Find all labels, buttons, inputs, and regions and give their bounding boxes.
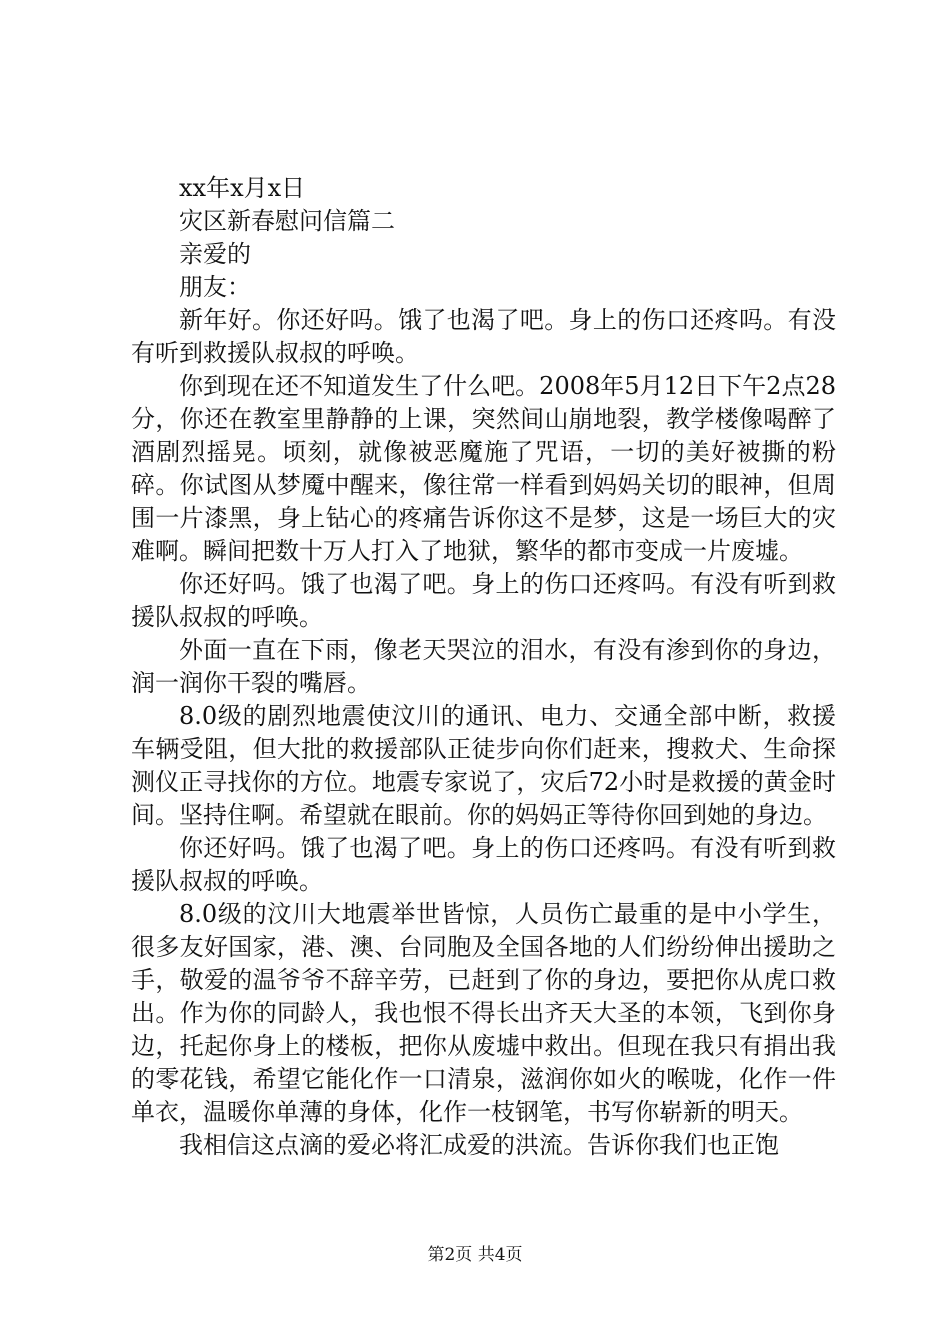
paragraph-7: 8.0级的汶川大地震举世皆惊，人员伤亡最重的是中小学生，很多友好国家，港、澳、台同胞及全国各地的人们纷纷伸出援助之手，敬爱的温爷爷不辞辛劳，已赶到了你的身边，要把你从虎口救出。作为你的同龄人，我也恨不得长出齐天大圣的本领，飞到你身边，托起你身上的楼板，把你从废墟中救出。但现在我只有捐出我的零花钱，希望它能化作一口清泉，滋润你如火的喉咙，化作一件单衣，温暖你单薄的身体，化作一枝钢笔，书写你崭新的明天。	[131, 900, 836, 1126]
paragraph-5: 8.0级的剧烈地震使汶川的通讯、电力、交通全部中断，救援车辆受阻，但大批的救援部队正徒步向你们赶来，搜救犬、生命探测仪正寻找你的方位。地震专家说了，灾后72小时是救援的黄金时间。坚持住啊。希望就在眼前。你的妈妈正等待你回到她的身边。	[131, 702, 836, 829]
salutation-line-2: 朋友：	[179, 273, 251, 301]
page-number-footer: 第2页 共4页	[427, 1245, 523, 1265]
paragraph-1: 新年好。你还好吗。饿了也渴了吧。身上的伤口还疼吗。有没有听到救援队叔叔的呼唤。	[131, 306, 836, 367]
letter-body	[131, 172, 836, 1162]
date-line: xx年x月x日	[179, 174, 306, 202]
paragraph-2: 你到现在还不知道发生了什么吧。2008年5月12日下午2点28分，你还在教室里静静的上课，突然间山崩地裂，教学楼像喝醉了酒剧烈摇晃。顷刻，就像被恶魔施了咒语，一切的美好被撕的粉碎。你试图从梦魇中醒来，像往常一样看到妈妈关切的眼神，但周围一片漆黑，身上钻心的疼痛告诉你这不是梦，这是一场巨大的灾难啊。瞬间把数十万人打入了地狱，繁华的都市变成一片废墟。	[131, 372, 836, 565]
paragraph-8: 我相信这点滴的爱必将汇成爱的洪流。告诉你我们也正饱	[179, 1131, 779, 1159]
paragraph-6: 你还好吗。饿了也渴了吧。身上的伤口还疼吗。有没有听到救援队叔叔的呼唤。	[131, 834, 836, 895]
paragraph-4: 外面一直在下雨，像老天哭泣的泪水，有没有渗到你的身边，润一润你干裂的嘴唇。	[131, 636, 836, 697]
salutation-line-1: 亲爱的	[179, 240, 251, 268]
paragraph-3: 你还好吗。饿了也渴了吧。身上的伤口还疼吗。有没有听到救援队叔叔的呼唤。	[131, 570, 836, 631]
letter-title: 灾区新春慰问信篇二	[179, 207, 395, 235]
